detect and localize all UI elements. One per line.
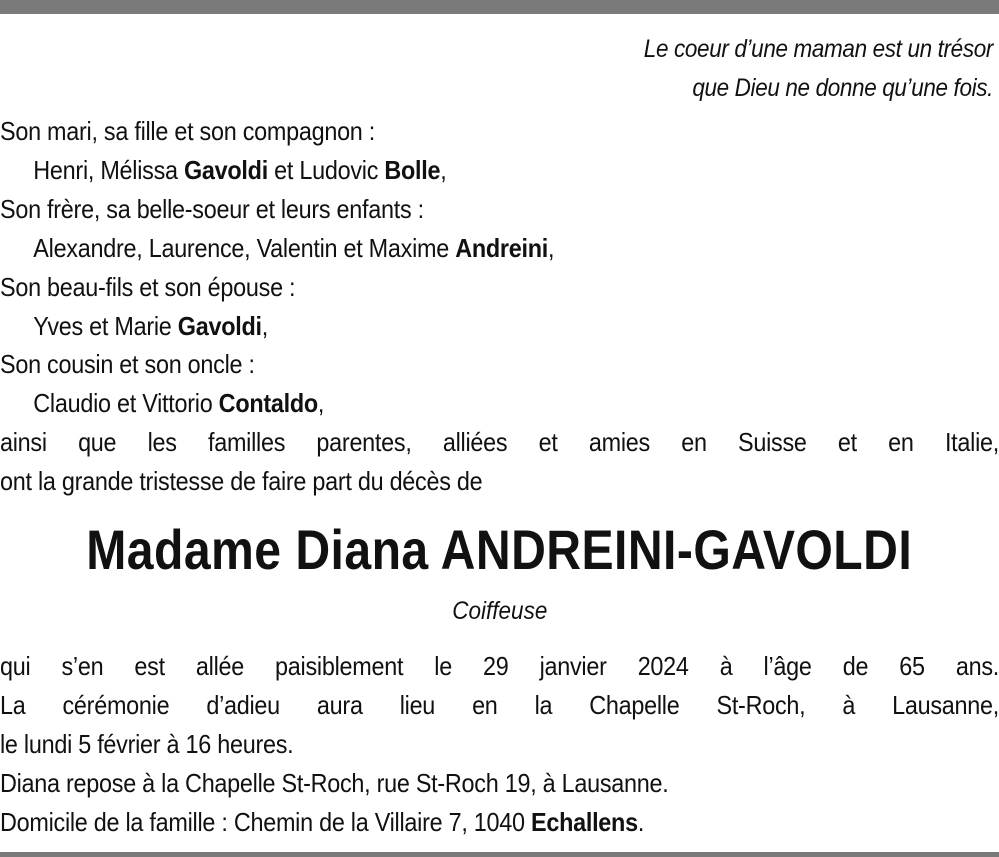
details-line-4: Diana repose à la Chapelle St-Roch, rue St-Roch 19, à Lausanne. [0,767,669,798]
family-names: Claudio et Vittorio Contaldo, [33,388,325,419]
deceased-name: Madame Diana ANDREINI-GAVOLDI [86,518,913,581]
family-names: Alexandre, Laurence, Valentin et Maxime Andreini, [33,232,555,263]
details-line-2: La cérémonie d’adieu aura lieu en la Chapelle St-Roch, à Lausanne, [0,689,999,720]
closing-line-2: ont la grande tristesse de faire part du décès de [0,466,483,497]
ceremony-details [0,647,999,842]
quote-line-2: que Dieu ne donne qu’une fois. [692,74,993,102]
family-intro: Son mari, sa fille et son compagnon : [0,116,376,146]
quote-line-1: Le coeur d’une maman est un trésor [643,35,993,63]
details-line-1: qui s’en est allée paisiblement le 29 janvier 2024 à l’âge de 65 ans. [0,651,999,681]
details-line-3: le lundi 5 février à 16 heures. [0,728,294,759]
epigraph-quote [644,30,993,108]
family-list [0,112,999,501]
deceased-profession: Coiffeuse [451,597,548,625]
top-border [0,0,999,14]
bottom-border [0,852,999,857]
family-intro: Son beau-fils et son épouse : [0,271,296,302]
details-line-5: Domicile de la famille : Chemin de la Villaire 7, 1040 Echallens. [0,806,645,837]
family-intro: Son frère, sa belle-soeur et leurs enfants : [0,193,424,224]
family-names: Yves et Marie Gavoldi, [33,310,268,341]
family-intro: Son cousin et son oncle : [0,349,255,380]
family-names: Henri, Mélissa Gavoldi et Ludovic Bolle, [33,154,447,185]
closing-line-1: ainsi que les familles parentes, alliées et amies en Suisse et en Italie, [0,427,999,458]
